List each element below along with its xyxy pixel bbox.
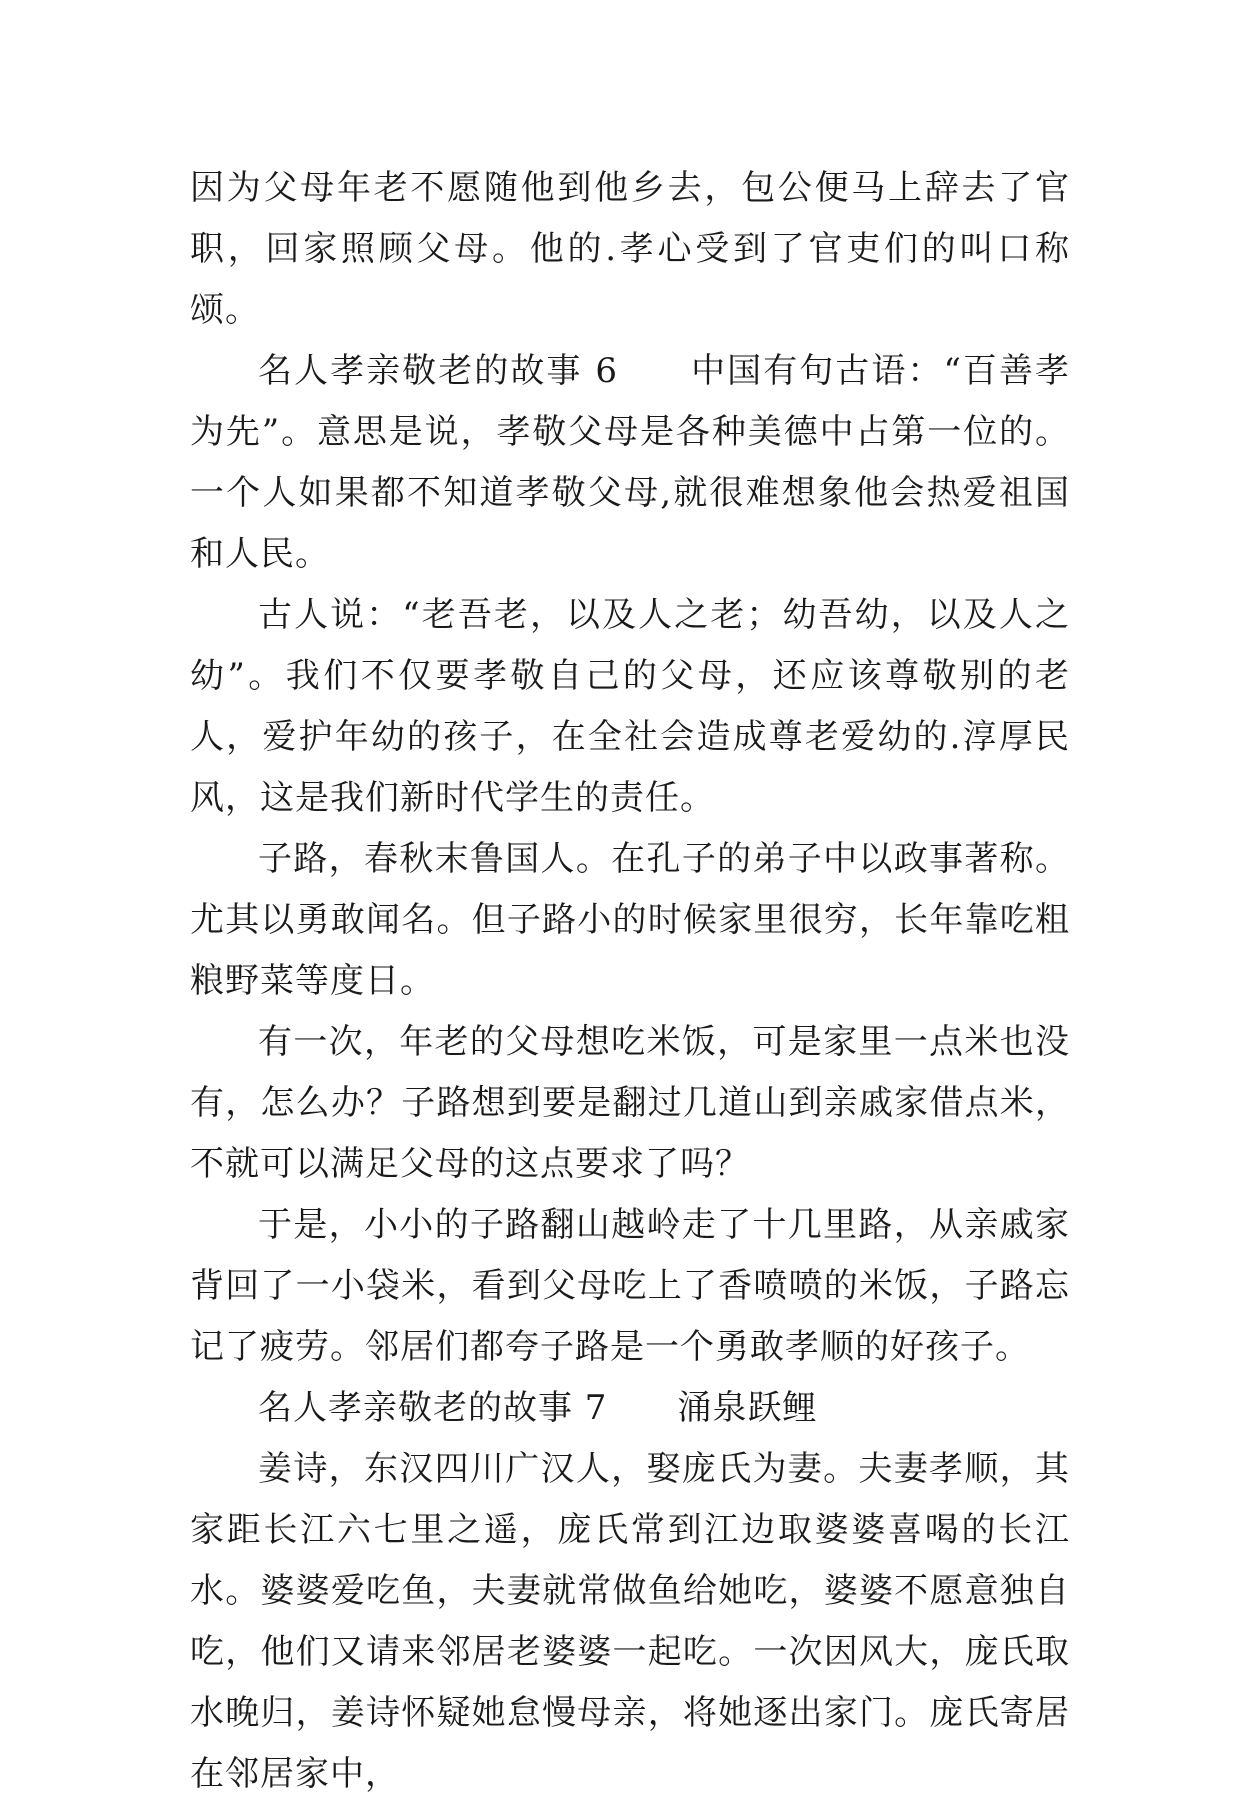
paragraph-1: 因为父母年老不愿随他到他乡去，包公便马上辞去了官职，回家照顾父母。他的.孝心受到了官吏们的叫口称颂。 xyxy=(190,168,1070,330)
paragraph-6: 于是，小小的子路翻山越岭走了十几里路，从亲戚家背回了一小袋米，看到父母吃上了香喷喷的米饭，子路忘记了疲劳。邻居们都夸子路是一个勇敢孝顺的好孩子。 xyxy=(190,1205,1070,1367)
paragraph-8: 姜诗，东汉四川广汉人，娶庞氏为妻。夫妻孝顺，其家距长江六七里之遥，庞氏常到江边取婆婆喜喝的长江水。婆婆爱吃鱼，夫妻就常做鱼给她吃，婆婆不愿意独自吃，他们又请来邻居老婆婆一起吃。一次因风大，庞氏取水晚归，姜诗怀疑她怠慢母亲，将她逐出家门。庞氏寄居在邻居家中， xyxy=(190,1449,1070,1794)
document-body xyxy=(190,158,1070,1805)
paragraph-5: 有一次，年老的父母想吃米饭，可是家里一点米也没有，怎么办？子路想到要是翻过几道山到亲戚家借点米，不就可以满足父母的这点要求了吗？ xyxy=(190,1022,1070,1184)
paragraph-3: 古人说：“老吾老，以及人之老；幼吾幼，以及人之幼”。我们不仅要孝敬自己的父母，还应该尊敬别的老人，爱护年幼的孩子，在全社会造成尊老爱幼的.淳厚民风，这是我们新时代学生的责任。 xyxy=(190,595,1070,818)
paragraph-7: 名人孝亲敬老的故事 7 涌泉跃鲤 xyxy=(258,1388,818,1428)
paragraph-4: 子路，春秋末鲁国人。在孔子的弟子中以政事著称。尤其以勇敢闻名。但子路小的时候家里很穷，长年靠吃粗粮野菜等度日。 xyxy=(190,839,1070,1001)
paragraph-2: 名人孝亲敬老的故事 6 中国有句古语：“百善孝为先”。意思是说，孝敬父母是各种美德中占第一位的。一个人如果都不知道孝敬父母,就很难想象他会热爱祖国和人民。 xyxy=(190,351,1070,574)
